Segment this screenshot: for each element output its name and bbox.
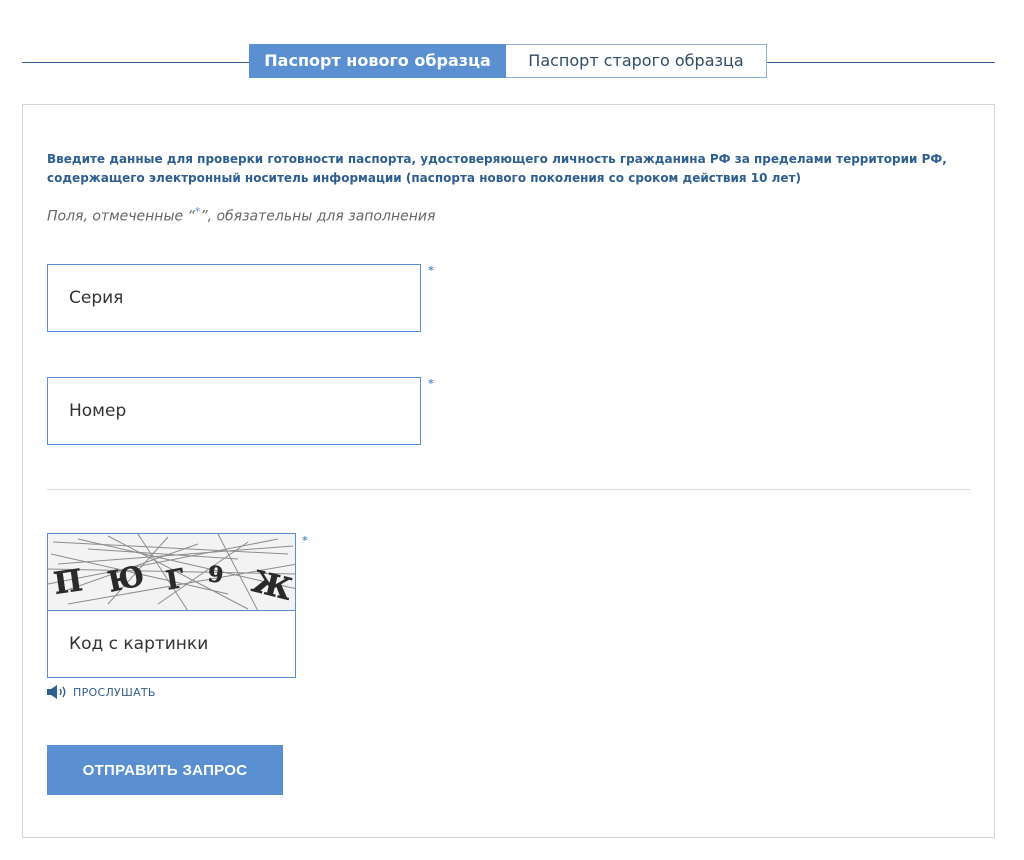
captcha-input[interactable] [47, 610, 296, 678]
listen-captcha-link[interactable] [47, 685, 156, 699]
series-required-star: * [428, 264, 434, 277]
section-divider [47, 489, 970, 490]
svg-text:Ю: Ю [105, 558, 148, 599]
captcha-image [47, 533, 296, 610]
listen-label: ПРОСЛУШАТЬ [73, 685, 156, 699]
svg-text:Ж: Ж [248, 564, 296, 608]
number-required-star: * [428, 377, 434, 390]
svg-text:П: П [51, 563, 85, 602]
submit-request-button[interactable]: ОТПРАВИТЬ ЗАПРОС [47, 745, 283, 795]
form-intro: Введите данные для проверки готовности паспорта, удостоверяющего личность гражданина РФ за пределами территории РФ, содержащего электронный носитель информации (паспорта нового поколения со сроком действия 10 лет) [47, 152, 947, 185]
required-note: Поля, отмеченные “*”, обязательны для заполнения [47, 205, 436, 225]
svg-text:Г: Г [163, 563, 187, 597]
number-input[interactable] [47, 377, 421, 445]
speaker-icon [47, 685, 69, 699]
captcha-required-star: * [302, 534, 308, 547]
svg-text:9: 9 [206, 561, 225, 589]
series-input[interactable] [47, 264, 421, 332]
tab-new-passport[interactable]: Паспорт нового образца [249, 44, 506, 78]
tab-old-passport[interactable]: Паспорт старого образца [506, 44, 767, 78]
tabs [249, 44, 767, 78]
captcha-graphic [48, 534, 296, 610]
